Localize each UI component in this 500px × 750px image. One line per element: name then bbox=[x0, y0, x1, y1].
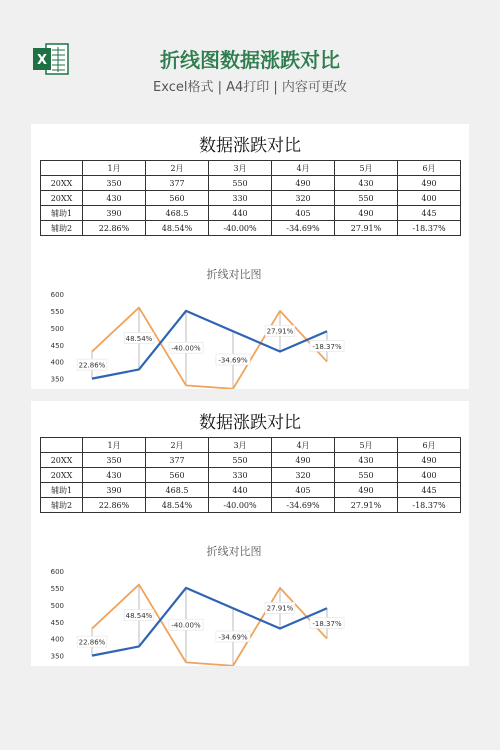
table-cell: 辅助1 bbox=[41, 483, 83, 498]
table-cell: 468.5 bbox=[146, 483, 209, 498]
table-cell: 20XX bbox=[41, 191, 83, 206]
table-header-row bbox=[41, 438, 461, 453]
table-cell: 405 bbox=[272, 206, 335, 221]
table-cell: 490 bbox=[398, 176, 461, 191]
table-cell: 445 bbox=[398, 206, 461, 221]
page-subtitle: Excel格式 | A4打印 | 内容可更改 bbox=[153, 80, 347, 95]
table-row bbox=[41, 191, 461, 206]
table-cell: 辅助2 bbox=[41, 221, 83, 236]
table-cell: 550 bbox=[335, 191, 398, 206]
table-header-cell: 6月 bbox=[398, 438, 461, 453]
data-label: 48.54% bbox=[125, 612, 153, 621]
table-cell: 20XX bbox=[41, 468, 83, 483]
table-cell: 445 bbox=[398, 483, 461, 498]
table-cell: 390 bbox=[83, 483, 146, 498]
series-line bbox=[92, 588, 327, 656]
data-table bbox=[40, 160, 461, 236]
table-cell: -40.00% bbox=[209, 221, 272, 236]
data-label: 22.86% bbox=[78, 361, 106, 370]
table-cell: 550 bbox=[209, 176, 272, 191]
table-cell: 550 bbox=[209, 453, 272, 468]
series-line bbox=[92, 308, 327, 389]
y-tick-label: 500 bbox=[50, 601, 64, 610]
page-header bbox=[0, 0, 500, 112]
sheet-title: 数据涨跌对比 bbox=[199, 413, 301, 433]
data-table bbox=[40, 437, 461, 513]
table-cell: 320 bbox=[272, 468, 335, 483]
table-header-cell: 4月 bbox=[272, 438, 335, 453]
table-row bbox=[41, 206, 461, 221]
page-title: 折线图数据涨跌对比 bbox=[160, 48, 340, 72]
y-tick-label: 450 bbox=[50, 341, 64, 350]
table-cell: 48.54% bbox=[146, 221, 209, 236]
table-cell: 330 bbox=[209, 191, 272, 206]
table-cell: 20XX bbox=[41, 176, 83, 191]
y-tick-label: 600 bbox=[50, 568, 64, 576]
table-header-cell: 2月 bbox=[146, 438, 209, 453]
table-cell: 330 bbox=[209, 468, 272, 483]
table-cell: 48.54% bbox=[146, 498, 209, 513]
table-row bbox=[41, 498, 461, 513]
table-cell: -18.37% bbox=[398, 221, 461, 236]
table-cell: 440 bbox=[209, 483, 272, 498]
series-line bbox=[92, 311, 327, 379]
y-tick-label: 550 bbox=[50, 307, 64, 316]
table-header-cell bbox=[41, 438, 83, 453]
table-cell: 20XX bbox=[41, 453, 83, 468]
table-row bbox=[41, 221, 461, 236]
table-cell: 440 bbox=[209, 206, 272, 221]
table-header-row bbox=[41, 161, 461, 176]
y-tick-label: 450 bbox=[50, 618, 64, 627]
table-cell: 560 bbox=[146, 468, 209, 483]
table-cell: 22.86% bbox=[83, 498, 146, 513]
table-cell: 430 bbox=[83, 191, 146, 206]
data-label: -18.37% bbox=[312, 342, 342, 351]
table-cell: 27.91% bbox=[335, 498, 398, 513]
table-cell: 468.5 bbox=[146, 206, 209, 221]
data-label: -40.00% bbox=[171, 621, 201, 630]
table-cell: 377 bbox=[146, 453, 209, 468]
table-cell: 390 bbox=[83, 206, 146, 221]
table-cell: 490 bbox=[272, 453, 335, 468]
table-header-cell: 5月 bbox=[335, 161, 398, 176]
sheet-title: 数据涨跌对比 bbox=[199, 136, 301, 156]
table-header-cell: 2月 bbox=[146, 161, 209, 176]
y-tick-label: 400 bbox=[50, 358, 64, 367]
series-line bbox=[92, 585, 327, 666]
table-cell: 320 bbox=[272, 191, 335, 206]
y-tick-label: 600 bbox=[50, 291, 64, 299]
table-header-cell: 4月 bbox=[272, 161, 335, 176]
table-cell: -34.69% bbox=[272, 221, 335, 236]
table-cell: 550 bbox=[335, 468, 398, 483]
table-cell: -18.37% bbox=[398, 498, 461, 513]
sheet-preview-2 bbox=[31, 401, 469, 666]
table-header-cell: 1月 bbox=[83, 438, 146, 453]
data-label: 27.91% bbox=[266, 604, 294, 613]
data-label: 48.54% bbox=[125, 335, 153, 344]
line-chart bbox=[31, 264, 469, 389]
table-cell: 400 bbox=[398, 191, 461, 206]
table-header-cell: 6月 bbox=[398, 161, 461, 176]
table-cell: 490 bbox=[335, 206, 398, 221]
chart-title: 折线对比图 bbox=[206, 268, 262, 281]
table-cell: 490 bbox=[272, 176, 335, 191]
table-cell: 400 bbox=[398, 468, 461, 483]
data-label: 27.91% bbox=[266, 327, 294, 336]
sheet-preview-1 bbox=[31, 124, 469, 389]
table-header-cell: 1月 bbox=[83, 161, 146, 176]
table-cell: 350 bbox=[83, 453, 146, 468]
y-tick-label: 400 bbox=[50, 635, 64, 644]
table-row bbox=[41, 468, 461, 483]
data-label: -34.69% bbox=[218, 633, 248, 642]
line-chart bbox=[31, 541, 469, 666]
table-cell: 430 bbox=[335, 176, 398, 191]
data-label: -40.00% bbox=[171, 344, 201, 353]
table-cell: 辅助1 bbox=[41, 206, 83, 221]
excel-icon-letter: X bbox=[36, 53, 48, 68]
table-cell: 430 bbox=[83, 468, 146, 483]
table-cell: 350 bbox=[83, 176, 146, 191]
y-tick-label: 350 bbox=[50, 375, 64, 384]
data-label: 22.86% bbox=[78, 638, 106, 647]
table-cell: -40.00% bbox=[209, 498, 272, 513]
y-tick-label: 550 bbox=[50, 584, 64, 593]
table-header-cell: 5月 bbox=[335, 438, 398, 453]
table-cell: 490 bbox=[398, 453, 461, 468]
table-cell: 27.91% bbox=[335, 221, 398, 236]
table-cell: 430 bbox=[335, 453, 398, 468]
table-cell: 22.86% bbox=[83, 221, 146, 236]
table-header-cell bbox=[41, 161, 83, 176]
y-tick-label: 500 bbox=[50, 324, 64, 333]
table-header-cell: 3月 bbox=[209, 161, 272, 176]
table-row bbox=[41, 453, 461, 468]
table-cell: 405 bbox=[272, 483, 335, 498]
table-cell: -34.69% bbox=[272, 498, 335, 513]
table-cell: 377 bbox=[146, 176, 209, 191]
table-cell: 辅助2 bbox=[41, 498, 83, 513]
data-label: -34.69% bbox=[218, 356, 248, 365]
y-tick-label: 350 bbox=[50, 652, 64, 661]
chart-title: 折线对比图 bbox=[206, 545, 262, 558]
data-label: -18.37% bbox=[312, 619, 342, 628]
table-row bbox=[41, 176, 461, 191]
table-header-cell: 3月 bbox=[209, 438, 272, 453]
table-cell: 560 bbox=[146, 191, 209, 206]
table-cell: 490 bbox=[335, 483, 398, 498]
table-row bbox=[41, 483, 461, 498]
